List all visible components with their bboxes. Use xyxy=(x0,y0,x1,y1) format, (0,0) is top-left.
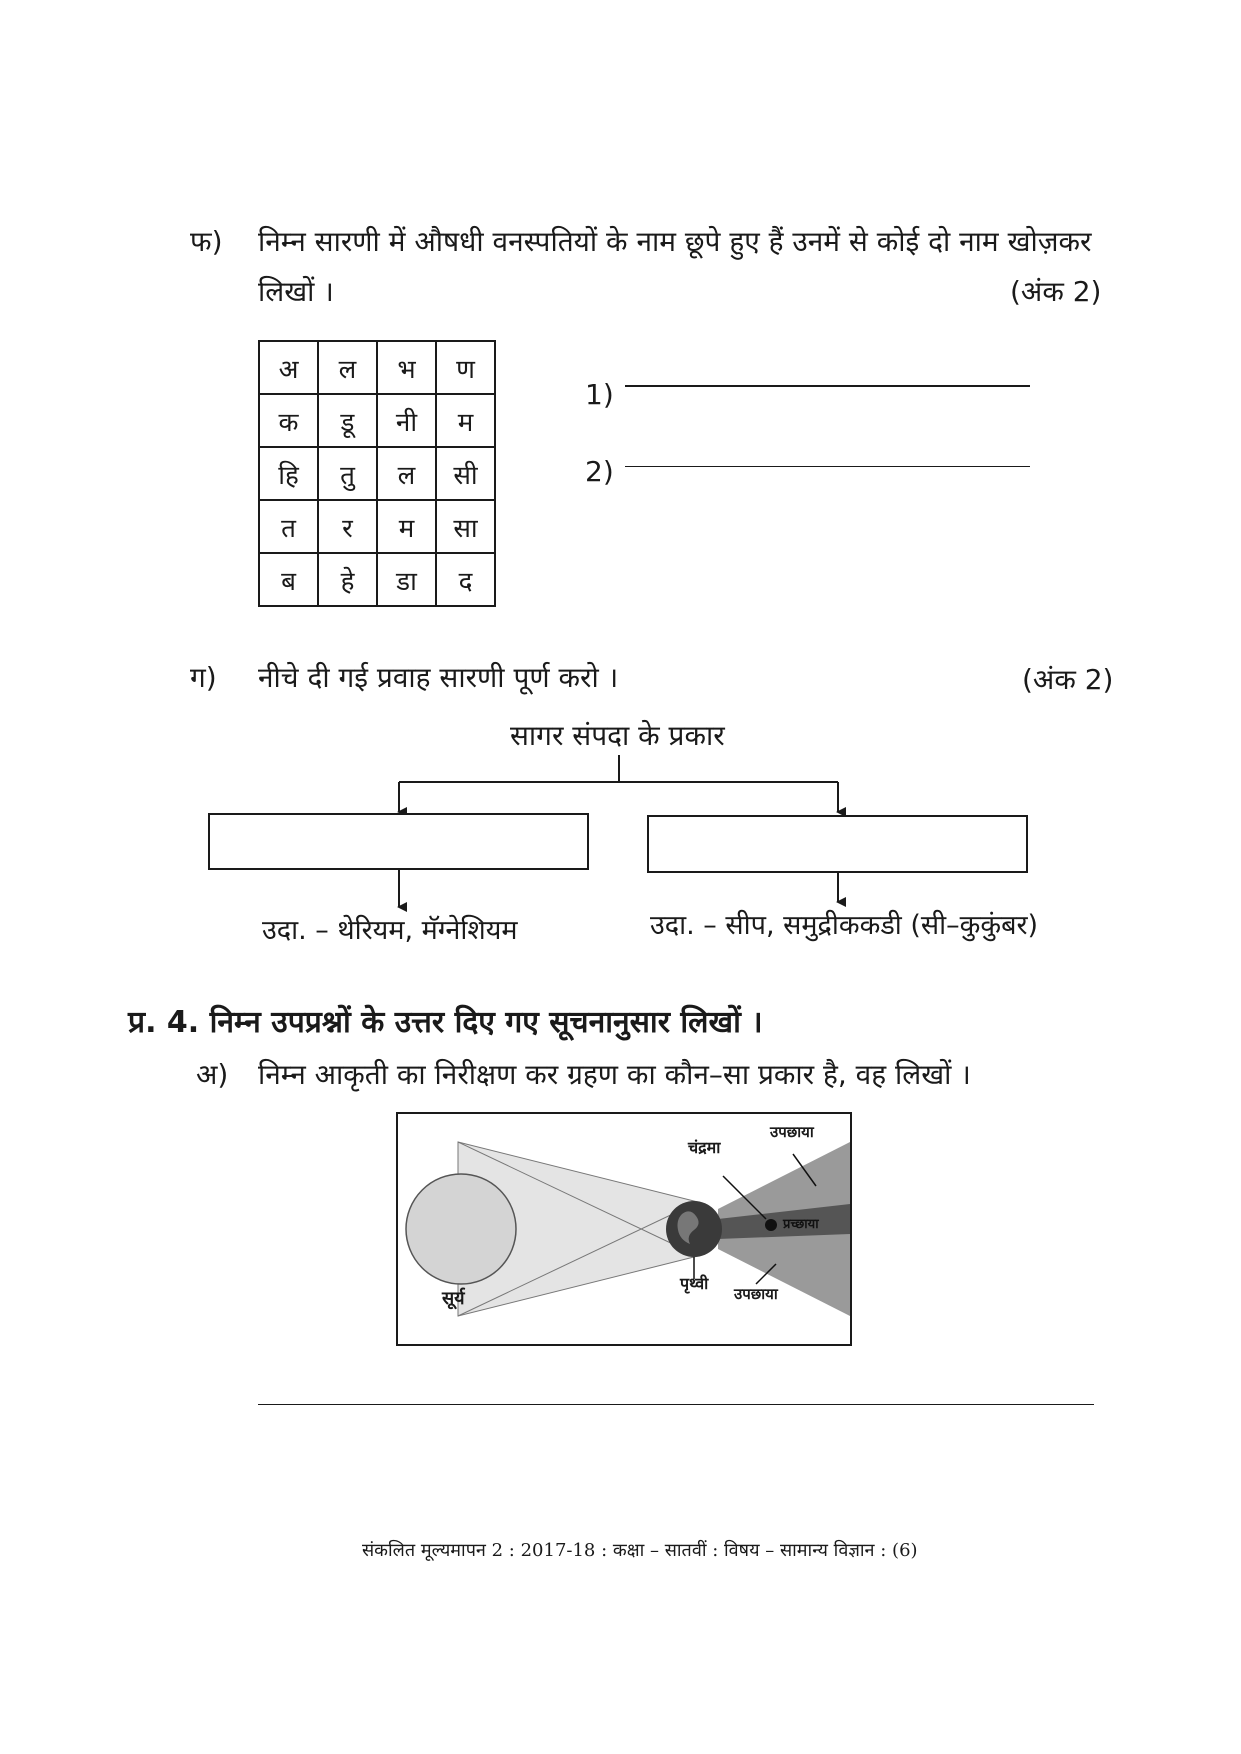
question-pha-marks: (अंक 2) xyxy=(1010,275,1102,308)
flow-box-left-blank[interactable] xyxy=(208,813,589,870)
flow-box-right-blank[interactable] xyxy=(647,815,1028,873)
grid-cell: सा xyxy=(436,500,495,553)
grid-cell: तु xyxy=(318,447,377,500)
question4-a-text: निम्न आकृती का निरीक्षण कर ग्रहण का कौन–सा प्रकार है, वह लिखों । xyxy=(258,1058,971,1091)
question-pha-text-line2: लिखों । xyxy=(258,275,334,308)
grid-cell: हे xyxy=(318,553,377,606)
earth-label: पृथ्वी xyxy=(680,1274,709,1293)
answer2-label: 2) xyxy=(585,455,614,488)
penumbra-bottom-label: उपछाया xyxy=(734,1285,778,1303)
grid-cell: सी xyxy=(436,447,495,500)
sun-label: सूर्य xyxy=(442,1288,465,1309)
flow-root-label: सागर संपदा के प्रकार xyxy=(510,719,725,752)
grid-cell: ल xyxy=(318,341,377,394)
grid-cell: डू xyxy=(318,394,377,447)
question-ga-text: नीचे दी गई प्रवाह सारणी पूर्ण करो । xyxy=(258,661,619,694)
question-ga-marks: (अंक 2) xyxy=(1022,663,1114,696)
grid-cell: भ xyxy=(377,341,436,394)
grid-cell: क xyxy=(259,394,318,447)
eclipse-figure xyxy=(396,1112,852,1346)
grid-cell: ब xyxy=(259,553,318,606)
grid-cell: र xyxy=(318,500,377,553)
grid-cell: नी xyxy=(377,394,436,447)
question-ga-label: ग) xyxy=(190,661,217,694)
left-example-text: उदा. – थेरियम, मॅग्नेशियम xyxy=(262,915,518,946)
right-example-text: उदा. – सीप, समुद्रीककडी (सी–कुकुंबर) xyxy=(650,910,1039,941)
moon-label: चंद्रमा xyxy=(688,1138,721,1157)
page-footer: संकलित मूल्यमापन 2 : 2017-18 : कक्षा – सातवीं : विषय – सामान्य विज्ञान : (6) xyxy=(362,1540,918,1561)
question4-a-answer-line[interactable] xyxy=(258,1404,1094,1405)
answer1-label: 1) xyxy=(585,378,614,411)
umbra-label: प्रच्छाया xyxy=(783,1217,819,1232)
moon-circle xyxy=(765,1219,777,1231)
grid-cell: ल xyxy=(377,447,436,500)
sun-circle xyxy=(406,1174,516,1284)
question-pha-text-line1: निम्न सारणी में औषधी वनस्पतियों के नाम छूपे हुए हैं उनमें से कोई दो नाम खोज़कर xyxy=(258,225,1092,258)
grid-cell: त xyxy=(259,500,318,553)
grid-cell: म xyxy=(377,500,436,553)
penumbra-top-label: उपछाया xyxy=(770,1123,814,1141)
grid-cell: ण xyxy=(436,341,495,394)
grid-cell: डा xyxy=(377,553,436,606)
question-pha-label: फ) xyxy=(190,225,223,258)
grid-cell: म xyxy=(436,394,495,447)
question4-heading: प्र. 4. निम्न उपप्रश्नों के उत्तर दिए गए सूचनानुसार लिखों । xyxy=(128,1005,763,1040)
grid-cell: द xyxy=(436,553,495,606)
grid-cell: अ xyxy=(259,341,318,394)
grid-cell: हि xyxy=(259,447,318,500)
question4-a-label: अ) xyxy=(196,1058,229,1091)
